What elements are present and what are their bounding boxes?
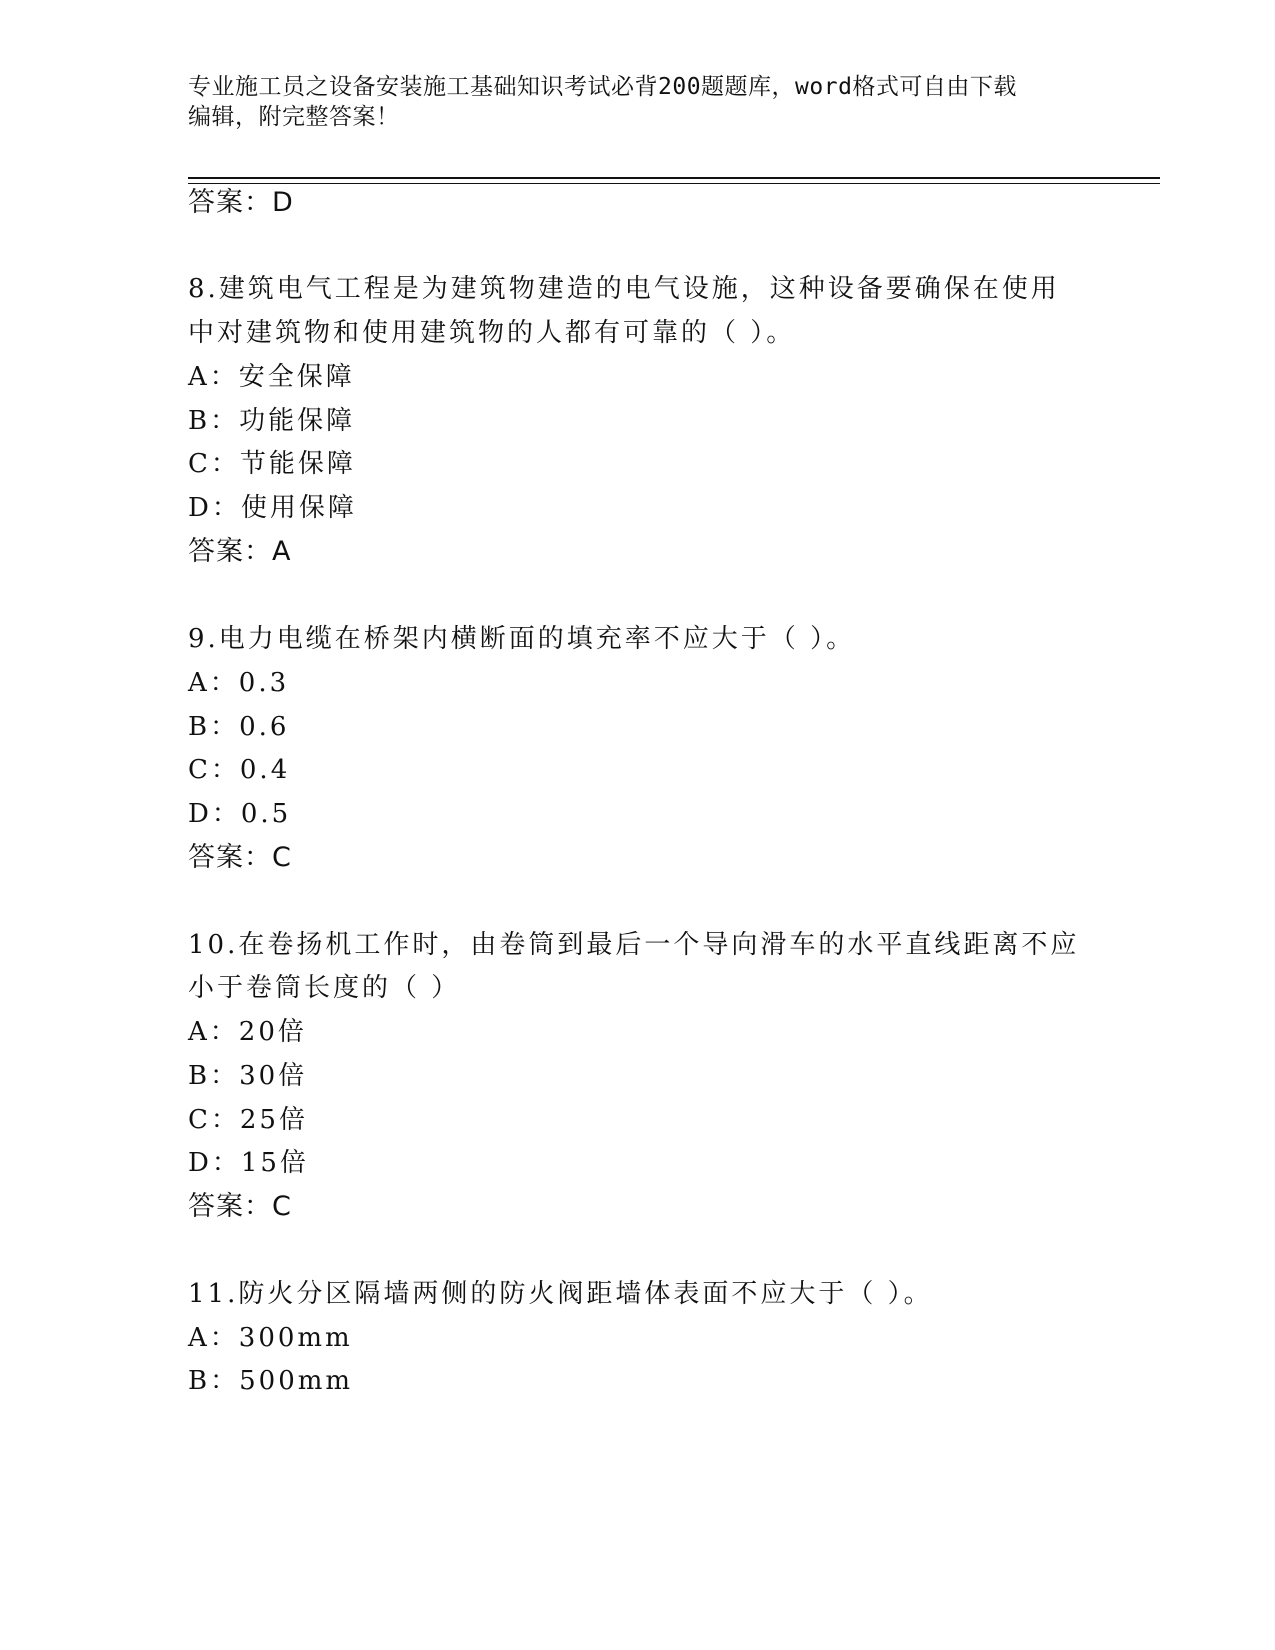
option-d: D：0.5 xyxy=(188,799,292,829)
option-d: D：使用保障 xyxy=(188,493,357,523)
option-a: A：300mm xyxy=(188,1323,353,1353)
header-divider-thin xyxy=(188,183,1160,184)
option-b: B：500mm xyxy=(188,1366,354,1396)
option-b: B：30倍 xyxy=(188,1061,308,1091)
question-9-line-1: 9.电力电缆在桥架内横断面的填充率不应大于（ ）。 xyxy=(188,624,856,654)
answer-line: 答案：C xyxy=(188,842,292,873)
option-d: D：15倍 xyxy=(188,1148,309,1178)
question-10-line-1: 10.在卷扬机工作时，由卷筒到最后一个导向滑车的水平直线距离不应 xyxy=(188,930,1080,960)
question-10-line-2: 小于卷筒长度的（ ） xyxy=(188,973,461,1003)
option-c: C：0.4 xyxy=(188,755,291,785)
option-c: C：25倍 xyxy=(188,1105,308,1135)
answer-line: 答案：D xyxy=(188,187,294,218)
option-a: A：20倍 xyxy=(188,1017,307,1047)
header-line-1: 专业施工员之设备安装施工基础知识考试必背200题题库，word格式可自由下载 xyxy=(188,74,1017,100)
answer-line: 答案：A xyxy=(188,536,292,567)
header-divider xyxy=(188,177,1160,179)
question-11-line-1: 11.防火分区隔墙两侧的防火阀距墙体表面不应大于（ ）。 xyxy=(188,1279,933,1309)
option-b: B：功能保障 xyxy=(188,406,356,436)
header-line-2: 编辑，附完整答案！ xyxy=(188,104,400,130)
option-a: A：0.3 xyxy=(188,668,290,698)
question-8-line-2: 中对建筑物和使用建筑物的人都有可靠的（ ）。 xyxy=(188,318,796,348)
option-a: A：安全保障 xyxy=(188,362,355,392)
answer-line: 答案：C xyxy=(188,1191,292,1222)
option-c: C：节能保障 xyxy=(188,449,356,479)
question-8-line-1: 8.建筑电气工程是为建筑物建造的电气设施，这种设备要确保在使用 xyxy=(188,274,1060,304)
option-b: B：0.6 xyxy=(188,712,290,742)
document-header xyxy=(188,72,1088,132)
